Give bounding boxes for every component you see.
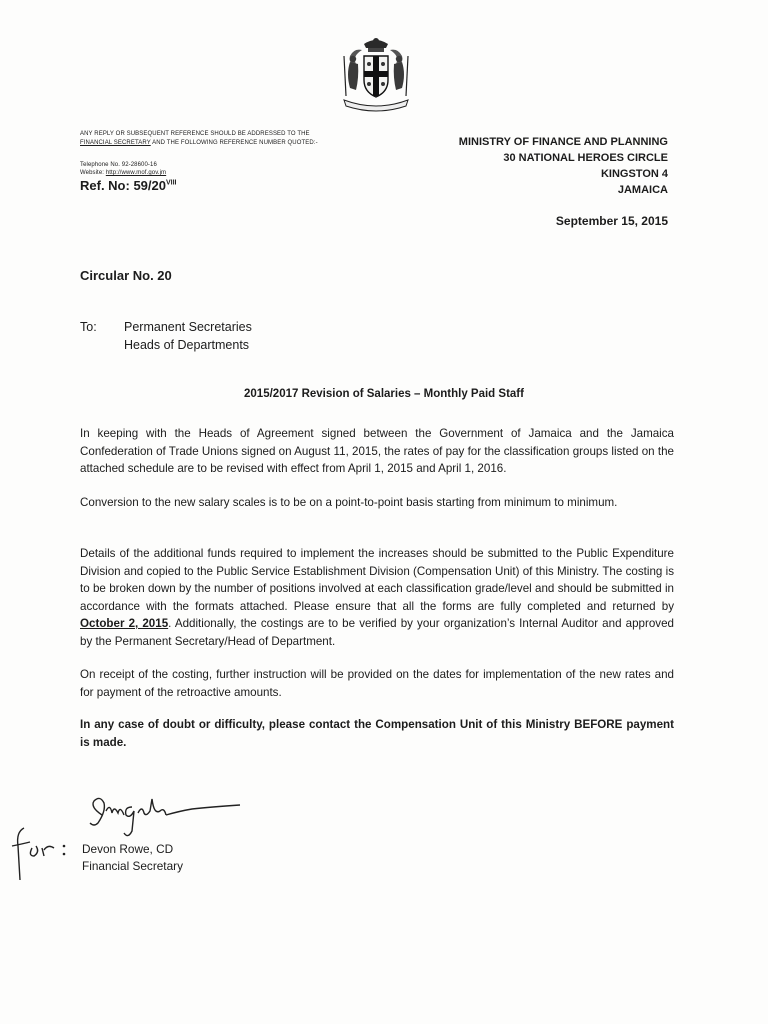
address-city: KINGSTON 4	[600, 168, 668, 180]
deadline-date: October 2, 2015	[80, 617, 169, 630]
paragraph-contact-notice: In any case of doubt or difficulty, please contact the Compensation Unit of this Ministry BEFORE payment is made.	[80, 718, 674, 749]
reference-number	[80, 178, 177, 193]
recipients-label: To:	[80, 320, 97, 334]
address-street: 30 NATIONAL HEROES CIRCLE	[503, 152, 668, 164]
reply-instruction-line2	[80, 139, 380, 147]
website-link[interactable]: http://www.mof.gov.jm	[105, 170, 167, 176]
costing-text-end: . Additionally, the costings are to be verified by your organization’s Internal Auditor and approved by the Permanent Secretary/Head of Department.	[80, 617, 674, 648]
financial-secretary-label: FINANCIAL SECRETARY	[80, 140, 151, 146]
address-ministry: MINISTRY OF FINANCE AND PLANNING	[458, 136, 668, 148]
address-country: JAMAICA	[617, 184, 668, 196]
website-label: Website:	[80, 170, 106, 176]
reference-label: Ref. No: 59/20	[80, 178, 166, 193]
telephone-number: Telephone No. 92-28600-16	[80, 162, 157, 168]
paragraph-conversion: Conversion to the new salary scales is to be on a point-to-point basis starting from minimum to minimum.	[80, 496, 618, 509]
subject-heading: 2015/2017 Revision of Salaries – Monthly Paid Staff	[244, 388, 524, 400]
reply-instruction-line1: ANY REPLY OR SUBSEQUENT REFERENCE SHOULD BE ADDRESSED TO THE	[80, 131, 310, 137]
website-line	[80, 169, 166, 177]
recipient-heads-of-departments: Heads of Departments	[124, 338, 250, 352]
costing-text-start: Details of the additional funds required to implement the increases should be submitted to the Public Expenditure Division and copied to the Public Service Establishment Division (Compensation Unit) of this Ministry. The costing is to be broken down by the number of positions involved at each classification grade/level and should be submitted in accordance with the formats attached. Please ensure that all the forms are fully completed and returned by	[80, 547, 674, 613]
signatory-name: Devon Rowe, CD	[82, 842, 174, 856]
paragraph-costing-details	[80, 545, 674, 650]
jamaica-coat-of-arms-icon	[332, 34, 420, 114]
reply-instruction-rest: AND THE FOLLOWING REFERENCE NUMBER QUOTED:-	[150, 140, 318, 146]
letter-date: September 15, 2015	[555, 214, 668, 228]
circular-number: Circular No. 20	[80, 268, 172, 283]
handwritten-for-mark	[8, 822, 78, 884]
handwritten-signature	[80, 785, 260, 843]
reference-superscript: VIII	[165, 179, 177, 187]
recipient-permanent-secretaries: Permanent Secretaries	[124, 320, 252, 334]
paragraph-agreement: In keeping with the Heads of Agreement signed between the Government of Jamaica and the Jamaica Confederation of Trade Unions signed on August 11, 2015, the rates of pay for the classification groups listed on the attached schedule are to be revised with effect from April 1, 2015 and April 1, 2016.	[80, 427, 674, 475]
paragraph-further-instruction: On receipt of the costing, further instruction will be provided on the dates for implementation of the new rates and for payment of the retroactive amounts.	[80, 668, 674, 699]
signatory-title: Financial Secretary	[82, 859, 183, 873]
